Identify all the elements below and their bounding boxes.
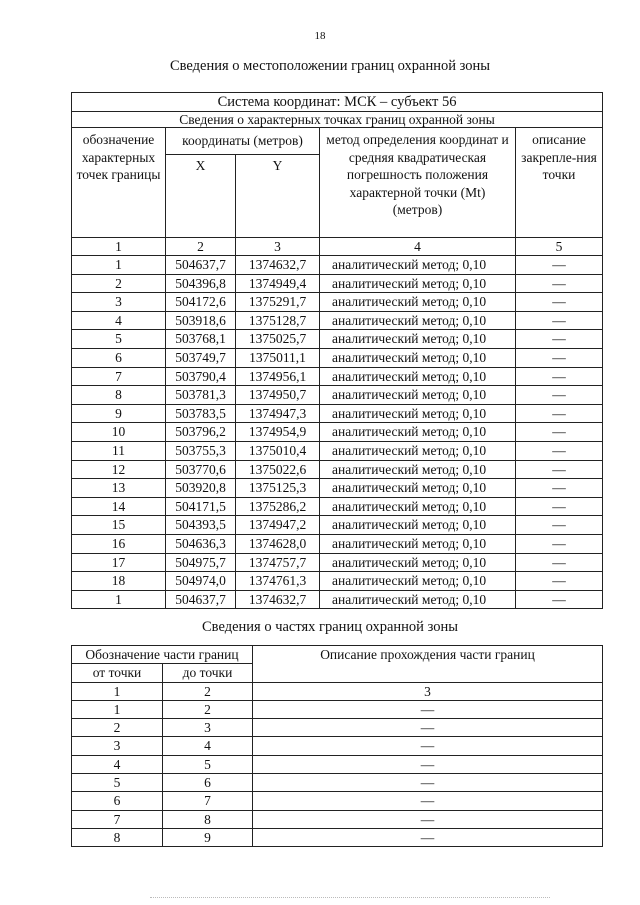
cell-description: — bbox=[516, 534, 603, 553]
table-row bbox=[72, 311, 603, 330]
cell-y: 1374628,0 bbox=[236, 534, 320, 553]
table-row bbox=[72, 774, 603, 792]
points-subtitle-header: Сведения о характерных точках границ охранной зоны bbox=[72, 112, 603, 128]
cell-description: — bbox=[516, 553, 603, 572]
cell-to-point: 3 bbox=[163, 719, 253, 737]
cell-x: 504396,8 bbox=[166, 274, 236, 293]
table-row bbox=[72, 348, 603, 367]
cell-to-point: 5 bbox=[163, 755, 253, 773]
header-description: описание закрепле-ния точки bbox=[516, 128, 603, 238]
header-to-point: до точки bbox=[163, 664, 253, 682]
cell-method: аналитический метод; 0,10 bbox=[320, 386, 516, 405]
cell-y: 1374949,4 bbox=[236, 274, 320, 293]
cell-y: 1375022,6 bbox=[236, 460, 320, 479]
cell-description: — bbox=[516, 479, 603, 498]
cell-y: 1375025,7 bbox=[236, 330, 320, 349]
cell-x: 503749,7 bbox=[166, 348, 236, 367]
cell-point: 16 bbox=[72, 534, 166, 553]
cell-part-description: — bbox=[253, 737, 603, 755]
cell-y: 1374954,9 bbox=[236, 423, 320, 442]
cell-to-point: 6 bbox=[163, 774, 253, 792]
table-row bbox=[72, 572, 603, 591]
cell-point: 12 bbox=[72, 460, 166, 479]
cell-to-point: 8 bbox=[163, 810, 253, 828]
cell-description: — bbox=[516, 516, 603, 535]
table-row bbox=[72, 386, 603, 405]
table-row bbox=[72, 737, 603, 755]
header-coordinates: координаты (метров) bbox=[166, 128, 320, 155]
cell-method: аналитический метод; 0,10 bbox=[320, 534, 516, 553]
cell-x: 503920,8 bbox=[166, 479, 236, 498]
table-row bbox=[72, 700, 603, 718]
cell-description: — bbox=[516, 311, 603, 330]
cell-method: аналитический метод; 0,10 bbox=[320, 404, 516, 423]
cell-method: аналитический метод; 0,10 bbox=[320, 348, 516, 367]
table-row bbox=[72, 460, 603, 479]
cell-x: 504637,7 bbox=[166, 256, 236, 275]
table-row bbox=[72, 441, 603, 460]
cell-y: 1375125,3 bbox=[236, 479, 320, 498]
cell-x: 504172,6 bbox=[166, 293, 236, 312]
table-row bbox=[72, 274, 603, 293]
cell-point: 11 bbox=[72, 441, 166, 460]
cell-method: аналитический метод; 0,10 bbox=[320, 516, 516, 535]
cell-x: 503768,1 bbox=[166, 330, 236, 349]
table-row bbox=[72, 719, 603, 737]
cell-from-point: 7 bbox=[72, 810, 163, 828]
cell-from-point: 1 bbox=[72, 700, 163, 718]
cell-y: 1375286,2 bbox=[236, 497, 320, 516]
column-number: 2 bbox=[163, 682, 253, 700]
table-row bbox=[72, 755, 603, 773]
table-row bbox=[72, 553, 603, 572]
table-row bbox=[72, 256, 603, 275]
cell-y: 1374761,3 bbox=[236, 572, 320, 591]
cell-part-description: — bbox=[253, 810, 603, 828]
cell-description: — bbox=[516, 330, 603, 349]
cell-point: 8 bbox=[72, 386, 166, 405]
cell-x: 504393,5 bbox=[166, 516, 236, 535]
cell-point: 1 bbox=[72, 256, 166, 275]
cell-y: 1375128,7 bbox=[236, 311, 320, 330]
cell-from-point: 8 bbox=[72, 828, 163, 846]
cell-point: 3 bbox=[72, 293, 166, 312]
footer-scan-line bbox=[150, 897, 550, 898]
cell-point: 15 bbox=[72, 516, 166, 535]
cell-to-point: 9 bbox=[163, 828, 253, 846]
cell-description: — bbox=[516, 293, 603, 312]
cell-from-point: 3 bbox=[72, 737, 163, 755]
cell-description: — bbox=[516, 256, 603, 275]
cell-description: — bbox=[516, 441, 603, 460]
header-y: Y bbox=[236, 155, 320, 238]
cell-part-description: — bbox=[253, 792, 603, 810]
cell-y: 1374632,7 bbox=[236, 590, 320, 609]
page-number: 18 bbox=[314, 30, 326, 42]
cell-description: — bbox=[516, 497, 603, 516]
cell-y: 1374757,7 bbox=[236, 553, 320, 572]
cell-description: — bbox=[516, 367, 603, 386]
cell-method: аналитический метод; 0,10 bbox=[320, 553, 516, 572]
cell-description: — bbox=[516, 274, 603, 293]
table-row bbox=[72, 497, 603, 516]
header-point-designation: обозначение характерных точек границы bbox=[72, 128, 166, 238]
table-row bbox=[72, 367, 603, 386]
cell-y: 1375010,4 bbox=[236, 441, 320, 460]
cell-y: 1374956,1 bbox=[236, 367, 320, 386]
cell-x: 504636,3 bbox=[166, 534, 236, 553]
cell-from-point: 4 bbox=[72, 755, 163, 773]
column-numbers-row bbox=[72, 238, 603, 256]
cell-point: 10 bbox=[72, 423, 166, 442]
boundary-points-table bbox=[71, 92, 603, 609]
cell-to-point: 2 bbox=[163, 700, 253, 718]
cell-y: 1374632,7 bbox=[236, 256, 320, 275]
table-row bbox=[72, 330, 603, 349]
cell-x: 503796,2 bbox=[166, 423, 236, 442]
cell-method: аналитический метод; 0,10 bbox=[320, 256, 516, 275]
cell-method: аналитический метод; 0,10 bbox=[320, 460, 516, 479]
column-number: 5 bbox=[516, 238, 603, 256]
cell-method: аналитический метод; 0,10 bbox=[320, 590, 516, 609]
header-x: X bbox=[166, 155, 236, 238]
cell-point: 13 bbox=[72, 479, 166, 498]
cell-part-description: — bbox=[253, 700, 603, 718]
cell-method: аналитический метод; 0,10 bbox=[320, 497, 516, 516]
cell-y: 1375011,1 bbox=[236, 348, 320, 367]
cell-description: — bbox=[516, 404, 603, 423]
cell-method: аналитический метод; 0,10 bbox=[320, 274, 516, 293]
cell-method: аналитический метод; 0,10 bbox=[320, 479, 516, 498]
cell-description: — bbox=[516, 590, 603, 609]
cell-y: 1374947,2 bbox=[236, 516, 320, 535]
parts-title: Сведения о частях границ охранной зоны bbox=[202, 619, 458, 635]
cell-part-description: — bbox=[253, 755, 603, 773]
cell-from-point: 5 bbox=[72, 774, 163, 792]
cell-from-point: 6 bbox=[72, 792, 163, 810]
cell-description: — bbox=[516, 348, 603, 367]
cell-description: — bbox=[516, 460, 603, 479]
cell-method: аналитический метод; 0,10 bbox=[320, 441, 516, 460]
cell-method: аналитический метод; 0,10 bbox=[320, 293, 516, 312]
cell-x: 504975,7 bbox=[166, 553, 236, 572]
cell-to-point: 4 bbox=[163, 737, 253, 755]
table-row bbox=[72, 534, 603, 553]
table-row bbox=[72, 516, 603, 535]
header-part-description: Описание прохождения части границ bbox=[253, 646, 603, 683]
cell-x: 503755,3 bbox=[166, 441, 236, 460]
cell-y: 1374947,3 bbox=[236, 404, 320, 423]
cell-description: — bbox=[516, 423, 603, 442]
cell-point: 18 bbox=[72, 572, 166, 591]
column-number: 1 bbox=[72, 682, 163, 700]
cell-method: аналитический метод; 0,10 bbox=[320, 367, 516, 386]
cell-point: 9 bbox=[72, 404, 166, 423]
table-row bbox=[72, 810, 603, 828]
cell-description: — bbox=[516, 572, 603, 591]
header-part-designation: Обозначение части границ bbox=[72, 646, 253, 664]
cell-part-description: — bbox=[253, 719, 603, 737]
table-row bbox=[72, 423, 603, 442]
cell-x: 504171,5 bbox=[166, 497, 236, 516]
table-row bbox=[72, 404, 603, 423]
column-number: 4 bbox=[320, 238, 516, 256]
table-row bbox=[72, 479, 603, 498]
cell-x: 503783,5 bbox=[166, 404, 236, 423]
cell-point: 5 bbox=[72, 330, 166, 349]
column-numbers-row bbox=[72, 682, 603, 700]
cell-x: 503781,3 bbox=[166, 386, 236, 405]
column-number: 3 bbox=[236, 238, 320, 256]
cell-method: аналитический метод; 0,10 bbox=[320, 311, 516, 330]
cell-point: 4 bbox=[72, 311, 166, 330]
table-row bbox=[72, 792, 603, 810]
table-row bbox=[72, 828, 603, 846]
cell-from-point: 2 bbox=[72, 719, 163, 737]
cell-method: аналитический метод; 0,10 bbox=[320, 330, 516, 349]
column-number: 3 bbox=[253, 682, 603, 700]
cell-point: 7 bbox=[72, 367, 166, 386]
cell-x: 503918,6 bbox=[166, 311, 236, 330]
header-from-point: от точки bbox=[72, 664, 163, 682]
cell-description: — bbox=[516, 386, 603, 405]
cell-part-description: — bbox=[253, 828, 603, 846]
coord-system-header: Система координат: МСК – субъект 56 bbox=[72, 93, 603, 112]
cell-x: 503790,4 bbox=[166, 367, 236, 386]
cell-to-point: 7 bbox=[163, 792, 253, 810]
boundary-parts-table bbox=[71, 645, 603, 847]
column-number: 1 bbox=[72, 238, 166, 256]
cell-point: 17 bbox=[72, 553, 166, 572]
cell-x: 503770,6 bbox=[166, 460, 236, 479]
cell-point: 2 bbox=[72, 274, 166, 293]
cell-y: 1374950,7 bbox=[236, 386, 320, 405]
section-title: Сведения о местоположении границ охранной зоны bbox=[169, 58, 490, 74]
cell-method: аналитический метод; 0,10 bbox=[320, 572, 516, 591]
cell-point: 6 bbox=[72, 348, 166, 367]
cell-method: аналитический метод; 0,10 bbox=[320, 423, 516, 442]
cell-y: 1375291,7 bbox=[236, 293, 320, 312]
table-row bbox=[72, 293, 603, 312]
column-number: 2 bbox=[166, 238, 236, 256]
cell-part-description: — bbox=[253, 774, 603, 792]
cell-x: 504974,0 bbox=[166, 572, 236, 591]
header-method: метод определения координат и средняя квадратическая погрешность положения характерной точки (Mt) (метров) bbox=[320, 128, 516, 238]
cell-x: 504637,7 bbox=[166, 590, 236, 609]
table-row bbox=[72, 590, 603, 609]
cell-point: 14 bbox=[72, 497, 166, 516]
cell-point: 1 bbox=[72, 590, 166, 609]
